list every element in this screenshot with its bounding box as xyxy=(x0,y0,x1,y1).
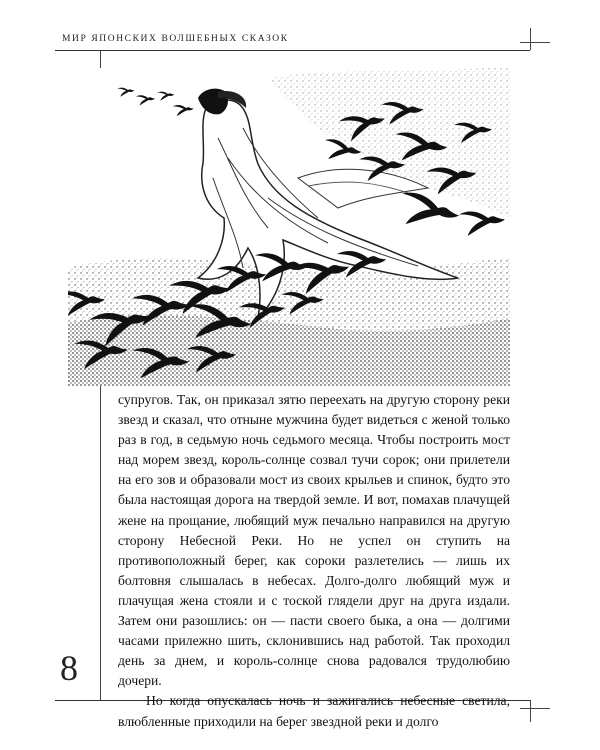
ink-illustration-icon xyxy=(68,68,510,386)
header-rule xyxy=(55,50,530,51)
body-text xyxy=(118,390,510,732)
crop-mark xyxy=(530,28,531,50)
crop-mark xyxy=(530,700,531,722)
illustration xyxy=(68,68,510,386)
paragraph-1: супругов. Так, он приказал зятю переехать на другую сторону реки звезд и сказал, что отныне мужчина будет видеться с женой только раз в год, в седьмую ночь седьмого месяца. Чтобы построить мост над морем звезд, король-солнце созвал тучи сорок; они прилетели на его зов и образовали мост из своих крыльев и спинок, будто это была настоящая дорога на твердой земле. И вот, помахав плачущей жене на прощание, любящий муж печально направился на другую сторону Небесной Реки. Но не успел он ступить на противоположный берег, как сороки разлетелись — лишь их болтовня слышалась в небесах. Долго-долго любящий муж и плачущая жена стояли и с тоской глядели друг на друга издали. Затем они разошлись: он — пасти своего быка, а она — долгими часами прилежно шить, склонившись над работой. Так проходил день за днем, и король-солнце снова радовался трудолюбию дочери. xyxy=(118,392,510,689)
page-number: 8 xyxy=(60,648,78,688)
crop-mark xyxy=(520,708,550,709)
paragraph-2: Но когда опускалась ночь и зажигались небесные светила, влюбленные приходили на берег звездной реки и долго xyxy=(118,693,510,729)
running-header: МИР ЯПОНСКИХ ВОЛШЕБНЫХ СКАЗОК xyxy=(62,34,289,44)
crop-mark xyxy=(520,42,550,43)
